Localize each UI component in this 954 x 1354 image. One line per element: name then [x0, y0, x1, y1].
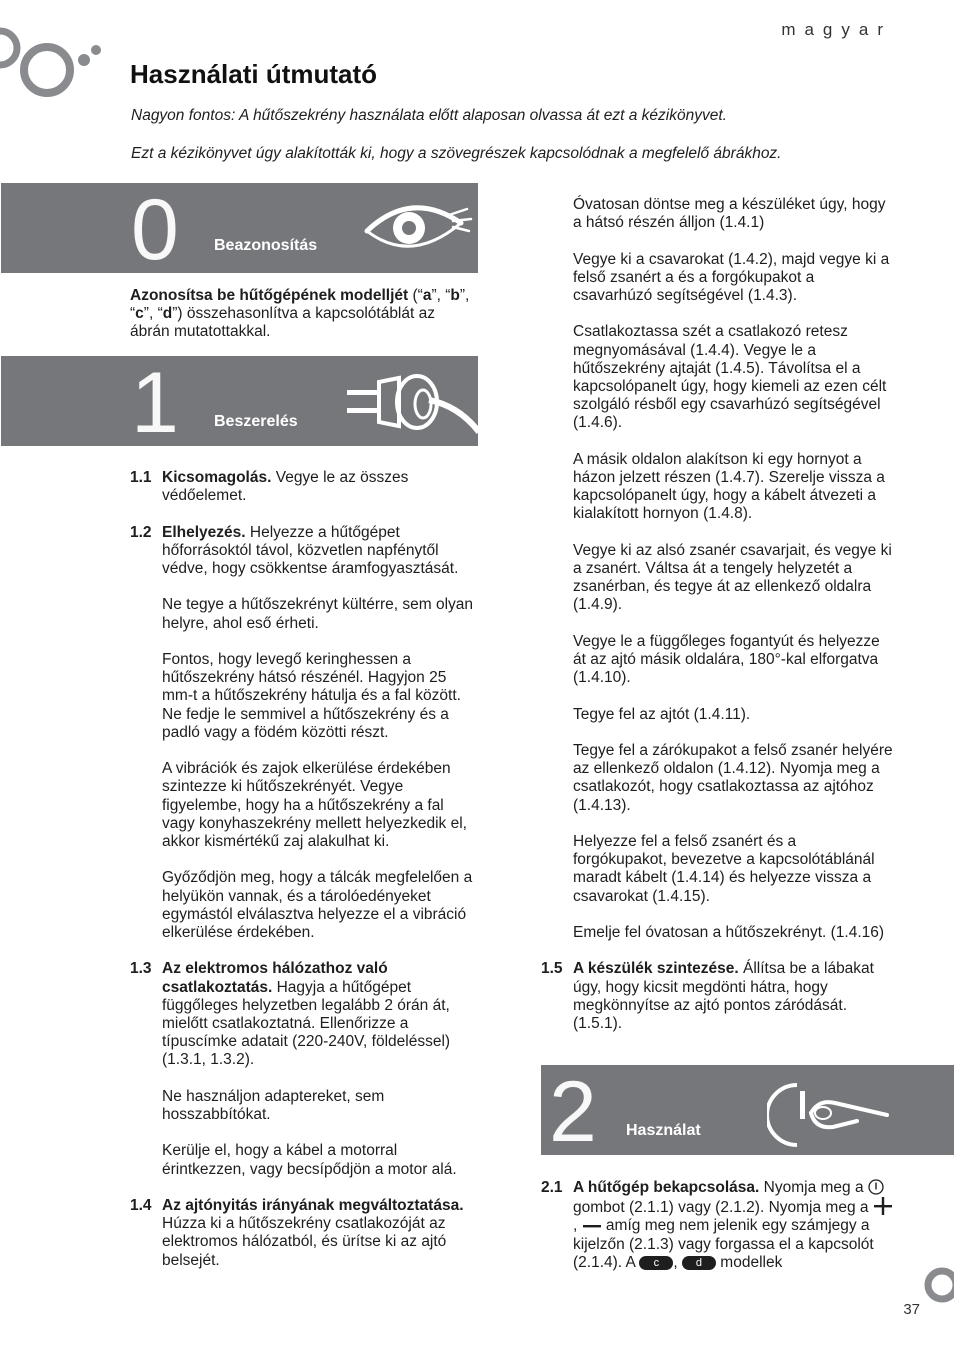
section-label: Beszerelés [214, 413, 298, 430]
model-c-badge: c [639, 1256, 673, 1270]
intro-warning: Nagyon fontos: A hűtőszekrény használata előtt alaposan olvassa át ezt a kézikönyvet. [131, 107, 727, 124]
section-number: 1 [131, 355, 179, 451]
section-2-banner [541, 1064, 954, 1160]
item-1-3: 1.3 Az elektromos hálózathoz való csatlakoztatás. Hagyja a hűtőgépet függőleges helyzetben legalább 2 órán át, mielőtt csatlakoztatná. Ellenőrizze a típuscímke adatait (220-240V, földeléssel) (1.3.1, 1.3.2). Ne használjon adaptereket, sem hosszabbítókat. Kerülje el, hogy a kábel a motorral érintkezzen, vagy becsípődjön a motor alá. [130, 960, 457, 1178]
power-icon [868, 1179, 884, 1195]
plug-icon [339, 370, 479, 440]
item-1-5: 1.5 A készülék szintezése. Állítsa be a lábakat úgy, hogy kicsit megdönti hátra, hogy megkönnyítse az ajtó pontos záródását. (1.5.1). [541, 960, 874, 1032]
plus-icon [873, 1197, 893, 1215]
left-column [130, 469, 476, 1288]
section-1-banner [1, 355, 478, 451]
page-title: Használati útmutató [130, 59, 378, 89]
item-2-1: 2.1 A hűtőgép bekapcsolása. Nyomja meg a gombot (2.1.1) vagy (2.1.2). Nyomja meg a , amíg meg nem jelenik egy számjegy a kijelzőn (2.1.3) vagy forgassa el a kapcsolót (2.1.4). A c , d modellek [541, 1179, 893, 1290]
item-1-4: 1.4 Az ajtónyitás irányának megváltoztatása. Húzza ki a hűtőszekrény csatlakozóját az elektromos hálózatból, és ürítse ki az ajtó belsejét. [130, 1196, 464, 1269]
section-number: 0 [131, 182, 179, 278]
decor-circle-bottom [920, 1265, 954, 1307]
right-column: Óvatosan döntse meg a készüléket úgy, hogy a hátsó részén álljon (1.4.1) Vegye ki a csavarokat (1.4.2), majd vegye ki a felső zsanért a és a forgókupakot a csavarhúzó segítségével (1.4.3). Csatlakoztassa szét a csatlakozó retesz megnyomásával (1.4.4). Vegye le a hűtőszekrény ajtaját (1.4.5). Távolítsa el a kapcsolópanelt úgy, hogy kiemeli az ezen célt szolgáló résből egy csavarhúzó segítségével (1.4.6). A másik oldalon alakítson ki egy hornyot a házon jelzett részen (1.4.7). Szerelje vissza a kapcsolópanelt úgy, hogy a kábelt átvezeti a kialakított hornyon (1.4.8). Vegye ki az alsó zsanér csavarjait, és vegye ki a zsanért. Váltsa át a tengely helyzetét a zsanérban, és tegye át az ellenkező oldalra (1.4.9). Vegye le a függőleges fogantyút és helyezze át az ajtó másik oldalára, 180°-kal elforgatva (1.4.10). Tegye fel az ajtót (1.4.11). Tegye fel a zárókupakot a felső zsanér helyére az ellenkező oldalon (1.4.12). Nyomja meg a csatlakozót, hogy csatlakoztassa az ajtóhoz (1.4.13). Helyezze fel a felső zsanért és a forgókupakot, bevezetve a kapcsolótáblánál maradt kábelt (1.4.14) és helyezze vissza a csavarokat (1.4.15). Emelje fel óvatosan a hűtőszekrényt. (1.4.16) 1.5 A készülék szintezése. Állítsa be a lábakat úgy, hogy kicsit megdönti hátra, hogy megkönnyítse az ajtó pontos záródását. (1.5.1). [541, 196, 893, 1032]
section-number: 2 [549, 1064, 597, 1160]
minus-icon [582, 1219, 602, 1233]
page-number: 37 [903, 1301, 920, 1318]
item-1-1: 1.1 Kicsomagolás. Vegye le az összes védőelemet. [130, 469, 409, 505]
item-1-2: 1.2 Elhelyezés. Helyezze a hűtőgépet hőforrásoktól távol, közvetlen napfénytől védve, hogy csökkentse áramfogyasztását. Ne tegye a hűtőszekrényt kültérre, sem olyan helyre, ahol eső érheti. Fontos, hogy levegő keringhessen a hűtőszekrény hátsó részénél. Hagyjon 25 mm-t a hűtőszekrény hátulja és a fal között. Ne fedje le semmivel a hűtőszekrény és a padló vagy a födém közötti részt. A vibrációk és zajok elkerülése érdekében szintezze ki hűtőszekrényét. Vegye figyelembe, hogy ha a hűtőszekrény a fal vagy konyhaszekrény mellett helyezkedik el, akkor kismértékű zaj alakulhat ki. Győződjön meg, hogy a tálcák megfelelően a helyükön vannak, és a tárolóedényeket egymástól elválasztva helyezze el a vibráció elkerülése érdekében. [130, 523, 474, 941]
identify-model-text: Azonosítsa be hűtőgépének modelljét (“a”, “b”, “c”, “d”) összehasonlítva a kapcsolótáblát az ábrán mutatottakkal. [130, 287, 470, 341]
eye-icon [361, 193, 473, 263]
section-label: Beazonosítás [214, 237, 318, 254]
decor-circles [0, 20, 110, 105]
intro-note: Ezt a kézikönyvet úgy alakították ki, hogy a szövegrészek kapcsolódnak a megfelelő ábrákhoz. [131, 145, 782, 162]
model-d-badge: d [682, 1256, 716, 1270]
power-button-finger-icon [767, 1073, 897, 1153]
section-label: Használat [626, 1122, 701, 1139]
language-label: magyar [781, 20, 892, 39]
section-0-banner [1, 182, 478, 278]
